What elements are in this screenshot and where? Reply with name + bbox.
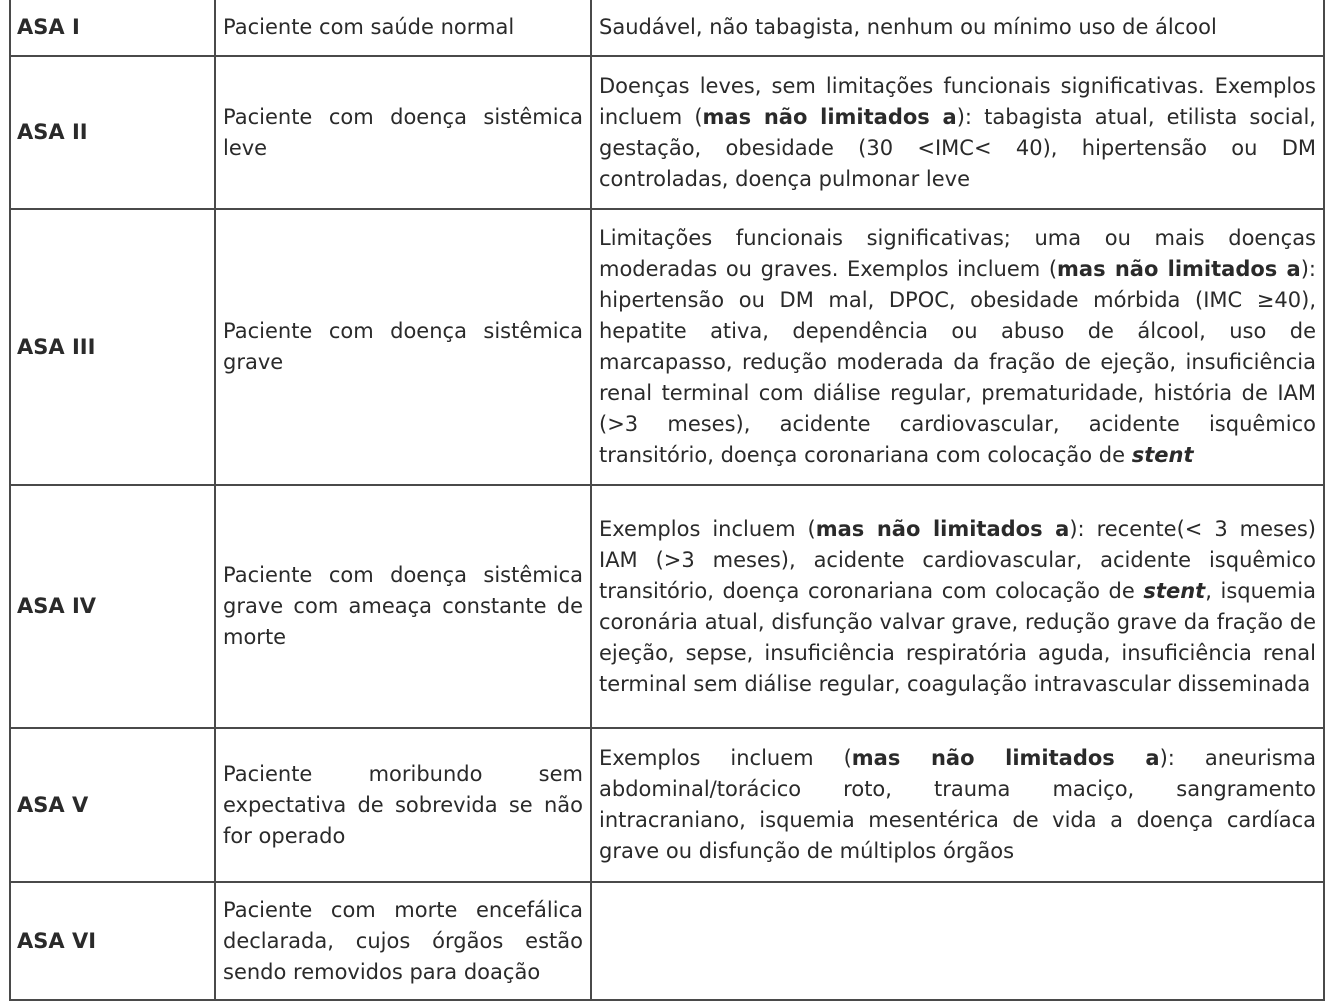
bold-phrase: mas não limitados a	[1057, 257, 1301, 281]
table-row	[10, 728, 1324, 882]
table-row	[10, 56, 1324, 209]
patient-status-cell: Paciente com morte encefálica declarada, cujos órgãos estão sendo removidos para doação	[215, 882, 591, 1000]
description-text: Exemplos incluem (	[599, 746, 852, 770]
table-row	[10, 882, 1324, 1000]
asa-class-cell: ASA III	[10, 209, 215, 485]
description-text: ): recente(< 3 meses) IAM (>3 meses), acidente cardiovascular, acidente isquêmico transitório, doença coronariana com colocação de	[599, 516, 1317, 603]
asa-class-cell: ASA V	[10, 728, 215, 882]
description-text: , isquemia coronária atual, disfunção valvar grave, redução grave da fração de ejeção, sepse, insuficiência respiratória aguda, insuficiência renal terminal sem diálise regular, coagulação intravascular disseminada	[599, 578, 1316, 696]
table-row	[10, 485, 1324, 728]
examples-cell	[591, 0, 1324, 56]
asa-class-cell: ASA VI	[10, 882, 215, 1000]
italic-term: stent	[1131, 443, 1194, 467]
patient-status-cell: Paciente com saúde normal	[215, 0, 591, 56]
description-text: ): aneurisma abdominal/torácico roto, trauma maciço, sangramento intracraniano, isquemia mesentérica de vida a doença cardíaca grave ou disfunção de múltiplos órgãos	[599, 746, 1316, 863]
asa-class-cell: ASA II	[10, 56, 215, 209]
examples-cell	[591, 209, 1324, 485]
description-text: Limitações funcionais significativas; uma ou mais doenças moderadas ou graves. Exemplos incluem (	[599, 226, 1316, 281]
patient-status-cell: Paciente moribundo sem expectativa de sobrevida se não for operado	[215, 728, 591, 882]
description-text: Saudável, não tabagista, nenhum ou mínimo uso de álcool	[599, 15, 1217, 39]
patient-status-cell: Paciente com doença sistêmica grave	[215, 209, 591, 485]
description-text: ): hipertensão ou DM mal, DPOC, obesidade mórbida (IMC ≥40), hepatite ativa, dependência ou abuso de álcool, uso de marcapasso, redução moderada da fração de ejeção, insuficiência renal terminal com diálise regular, prematuridade, história de IAM (>3 meses), acidente cardiovascular, acidente isquêmico transitório, doença coronariana com colocação de	[599, 257, 1316, 467]
examples-cell	[591, 728, 1324, 882]
examples-cell	[591, 56, 1324, 209]
description-text: Exemplos incluem (	[599, 516, 816, 541]
bold-phrase: mas não limitados a	[702, 104, 957, 129]
examples-cell	[591, 882, 1324, 1000]
examples-cell	[591, 485, 1324, 728]
table-row	[10, 209, 1324, 485]
asa-class-cell: ASA I	[10, 0, 215, 56]
patient-status-cell: Paciente com doença sistêmica leve	[215, 56, 591, 209]
italic-term: stent	[1143, 578, 1206, 603]
asa-classification-table	[9, 0, 1325, 1001]
patient-status-cell: Paciente com doença sistêmica grave com ameaça constante de morte	[215, 485, 591, 728]
description-text: ): tabagista atual, etilista social, gestação, obesidade (30 <IMC< 40), hipertensão ou DM controladas, doença pulmonar leve	[599, 104, 1316, 191]
bold-phrase: mas não limitados a	[851, 746, 1160, 770]
bold-phrase: mas não limitados a	[815, 516, 1070, 541]
description-text: Doenças leves, sem limitações funcionais significativas. Exemplos incluem (	[599, 73, 1316, 129]
table-row	[10, 0, 1324, 56]
asa-class-cell: ASA IV	[10, 485, 215, 728]
